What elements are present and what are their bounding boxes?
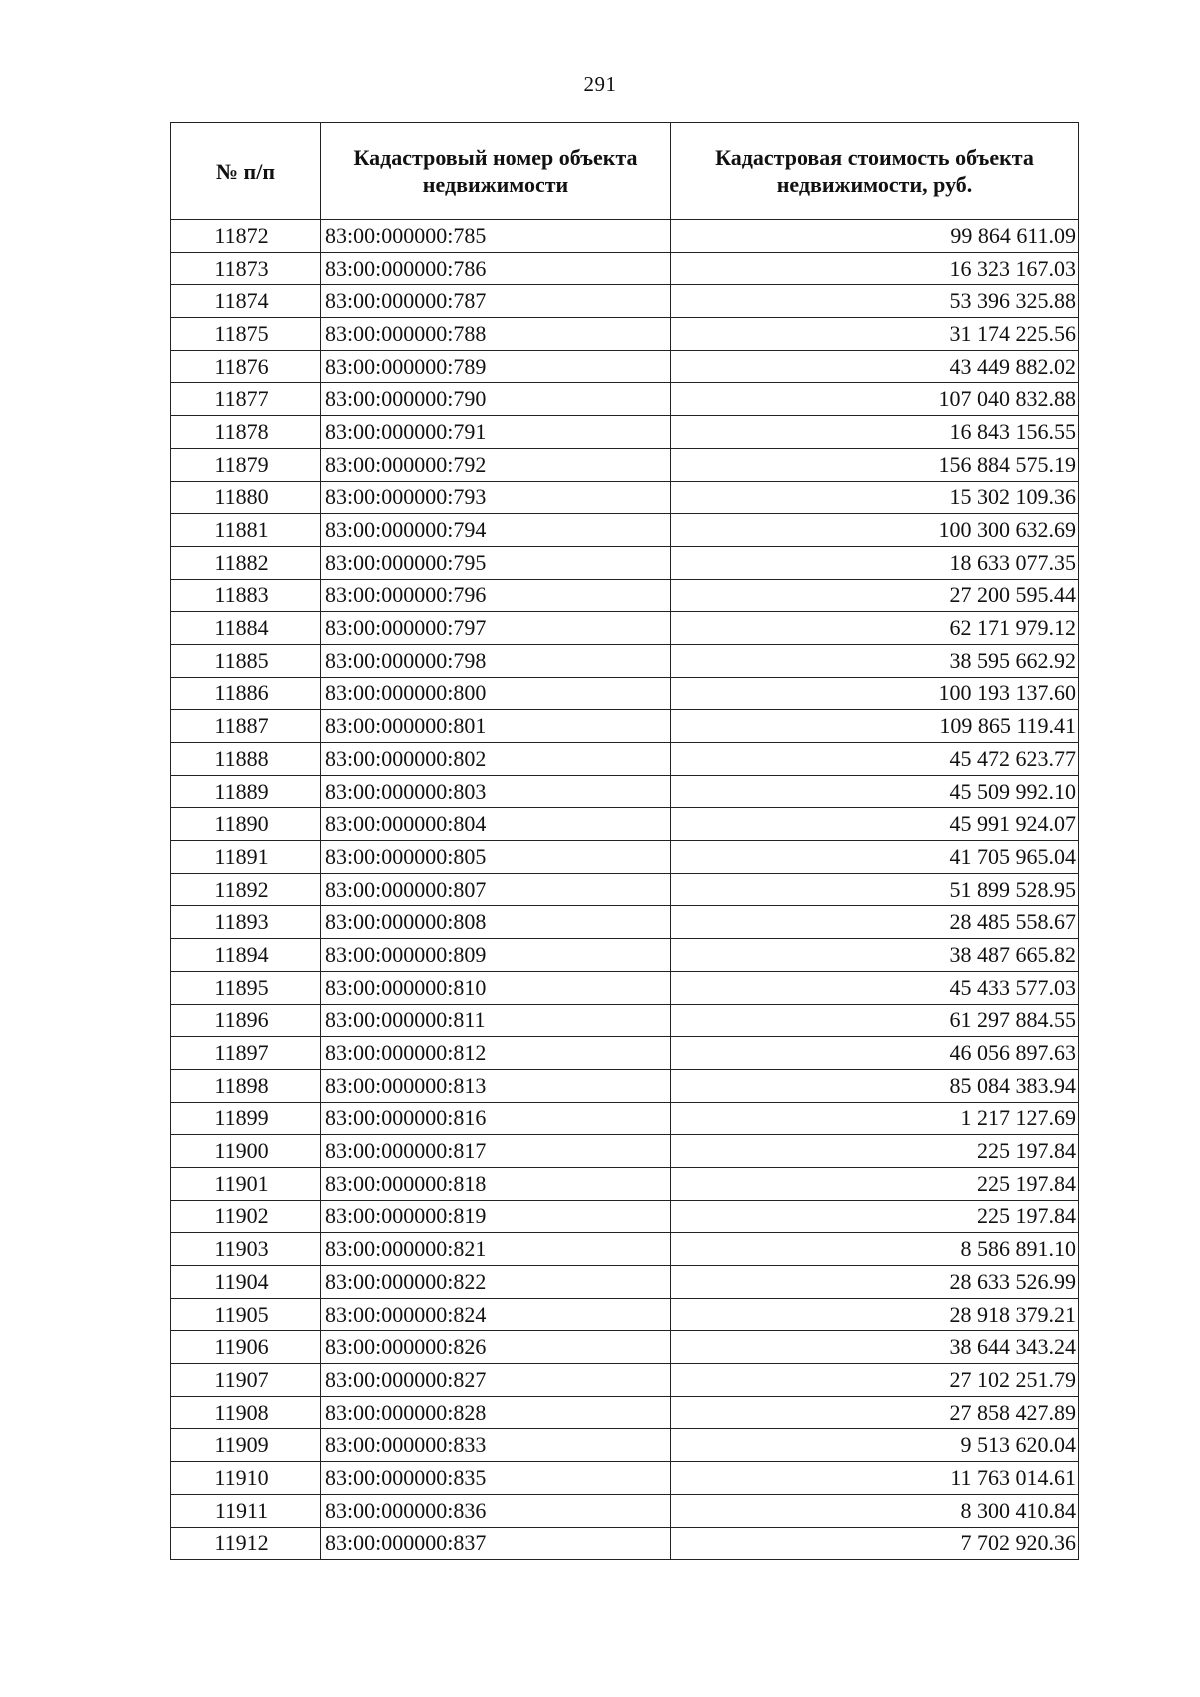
row-number-cell: 11908 <box>171 1396 321 1429</box>
cadastral-number-cell: 83:00:000000:801 <box>321 710 671 743</box>
cadastral-value-cell: 11 763 014.61 <box>671 1462 1079 1495</box>
cadastral-value-cell: 38 487 665.82 <box>671 939 1079 972</box>
cadastral-number-cell: 83:00:000000:827 <box>321 1364 671 1397</box>
cadastral-number-cell: 83:00:000000:788 <box>321 318 671 351</box>
cadastral-number-cell: 83:00:000000:813 <box>321 1069 671 1102</box>
row-number-cell: 11906 <box>171 1331 321 1364</box>
row-number-cell: 11873 <box>171 252 321 285</box>
row-number-cell: 11890 <box>171 808 321 841</box>
table-row <box>171 612 1079 645</box>
cadastral-number-cell: 83:00:000000:805 <box>321 841 671 874</box>
row-number-cell: 11901 <box>171 1167 321 1200</box>
cadastral-value-cell: 45 433 577.03 <box>671 971 1079 1004</box>
row-number-cell: 11900 <box>171 1135 321 1168</box>
table-row <box>171 252 1079 285</box>
cadastral-value-cell: 28 485 558.67 <box>671 906 1079 939</box>
table-row <box>171 1102 1079 1135</box>
cadastral-value-cell: 38 644 343.24 <box>671 1331 1079 1364</box>
table-row <box>171 1233 1079 1266</box>
row-number-cell: 11904 <box>171 1266 321 1299</box>
cadastral-number-cell: 83:00:000000:800 <box>321 677 671 710</box>
cadastral-value-cell: 45 509 992.10 <box>671 775 1079 808</box>
cadastral-value-cell: 100 193 137.60 <box>671 677 1079 710</box>
cadastral-value-cell: 45 472 623.77 <box>671 743 1079 776</box>
table-row <box>171 546 1079 579</box>
cadastral-number-cell: 83:00:000000:808 <box>321 906 671 939</box>
header-cadastral-number: Кадастровый номер объекта недвижимости <box>321 123 671 220</box>
cadastral-number-cell: 83:00:000000:807 <box>321 873 671 906</box>
cadastral-number-cell: 83:00:000000:816 <box>321 1102 671 1135</box>
cadastral-value-cell: 99 864 611.09 <box>671 220 1079 253</box>
cadastral-number-cell: 83:00:000000:817 <box>321 1135 671 1168</box>
cadastral-number-cell: 83:00:000000:835 <box>321 1462 671 1495</box>
table-row <box>171 350 1079 383</box>
table-row <box>171 1494 1079 1527</box>
table-row <box>171 448 1079 481</box>
row-number-cell: 11892 <box>171 873 321 906</box>
cadastral-number-cell: 83:00:000000:819 <box>321 1200 671 1233</box>
row-number-cell: 11911 <box>171 1494 321 1527</box>
cadastral-value-cell: 27 858 427.89 <box>671 1396 1079 1429</box>
table-row <box>171 1331 1079 1364</box>
table-row <box>171 514 1079 547</box>
row-number-cell: 11881 <box>171 514 321 547</box>
cadastral-number-cell: 83:00:000000:802 <box>321 743 671 776</box>
cadastral-number-cell: 83:00:000000:790 <box>321 383 671 416</box>
cadastral-number-cell: 83:00:000000:798 <box>321 644 671 677</box>
cadastral-number-cell: 83:00:000000:785 <box>321 220 671 253</box>
row-number-cell: 11883 <box>171 579 321 612</box>
table-row <box>171 939 1079 972</box>
table-row <box>171 841 1079 874</box>
cadastral-number-cell: 83:00:000000:793 <box>321 481 671 514</box>
cadastral-number-cell: 83:00:000000:795 <box>321 546 671 579</box>
table-row <box>171 1266 1079 1299</box>
cadastral-value-cell: 51 899 528.95 <box>671 873 1079 906</box>
table-row <box>171 1429 1079 1462</box>
cadastral-value-cell: 43 449 882.02 <box>671 350 1079 383</box>
table-row <box>171 1364 1079 1397</box>
row-number-cell: 11879 <box>171 448 321 481</box>
row-number-cell: 11894 <box>171 939 321 972</box>
cadastral-value-cell: 225 197.84 <box>671 1135 1079 1168</box>
cadastral-number-cell: 83:00:000000:824 <box>321 1298 671 1331</box>
cadastral-number-cell: 83:00:000000:803 <box>321 775 671 808</box>
cadastral-number-cell: 83:00:000000:821 <box>321 1233 671 1266</box>
table-row <box>171 1037 1079 1070</box>
row-number-cell: 11897 <box>171 1037 321 1070</box>
row-number-cell: 11874 <box>171 285 321 318</box>
row-number-cell: 11902 <box>171 1200 321 1233</box>
row-number-cell: 11896 <box>171 1004 321 1037</box>
cadastral-value-cell: 46 056 897.63 <box>671 1037 1079 1070</box>
row-number-cell: 11910 <box>171 1462 321 1495</box>
cadastral-number-cell: 83:00:000000:809 <box>321 939 671 972</box>
row-number-cell: 11875 <box>171 318 321 351</box>
cadastral-value-cell: 107 040 832.88 <box>671 383 1079 416</box>
table-row <box>171 220 1079 253</box>
row-number-cell: 11909 <box>171 1429 321 1462</box>
cadastral-number-cell: 83:00:000000:822 <box>321 1266 671 1299</box>
cadastral-value-cell: 8 300 410.84 <box>671 1494 1079 1527</box>
table-row <box>171 1527 1079 1560</box>
row-number-cell: 11891 <box>171 841 321 874</box>
row-number-cell: 11876 <box>171 350 321 383</box>
table-row <box>171 677 1079 710</box>
table-row <box>171 1396 1079 1429</box>
cadastral-value-cell: 16 843 156.55 <box>671 416 1079 449</box>
table-row <box>171 1462 1079 1495</box>
row-number-cell: 11889 <box>171 775 321 808</box>
row-number-cell: 11907 <box>171 1364 321 1397</box>
table-row <box>171 1167 1079 1200</box>
cadastral-number-cell: 83:00:000000:828 <box>321 1396 671 1429</box>
row-number-cell: 11903 <box>171 1233 321 1266</box>
row-number-cell: 11893 <box>171 906 321 939</box>
cadastral-number-cell: 83:00:000000:812 <box>321 1037 671 1070</box>
row-number-cell: 11882 <box>171 546 321 579</box>
page-number: 291 <box>583 72 617 96</box>
cadastral-value-cell: 28 918 379.21 <box>671 1298 1079 1331</box>
table-row <box>171 775 1079 808</box>
table-row <box>171 383 1079 416</box>
cadastral-value-cell: 100 300 632.69 <box>671 514 1079 547</box>
cadastral-value-cell: 27 102 251.79 <box>671 1364 1079 1397</box>
header-row-number: № п/п <box>171 123 321 220</box>
cadastral-value-cell: 225 197.84 <box>671 1200 1079 1233</box>
row-number-cell: 11895 <box>171 971 321 1004</box>
header-cadastral-value: Кадастровая стоимость объекта недвижимости, руб. <box>671 123 1079 220</box>
cadastral-value-cell: 1 217 127.69 <box>671 1102 1079 1135</box>
cadastral-number-cell: 83:00:000000:804 <box>321 808 671 841</box>
cadastral-number-cell: 83:00:000000:810 <box>321 971 671 1004</box>
cadastral-value-cell: 156 884 575.19 <box>671 448 1079 481</box>
row-number-cell: 11877 <box>171 383 321 416</box>
cadastral-value-cell: 16 323 167.03 <box>671 252 1079 285</box>
row-number-cell: 11880 <box>171 481 321 514</box>
row-number-cell: 11888 <box>171 743 321 776</box>
cadastral-value-cell: 38 595 662.92 <box>671 644 1079 677</box>
cadastral-number-cell: 83:00:000000:836 <box>321 1494 671 1527</box>
cadastral-value-cell: 18 633 077.35 <box>671 546 1079 579</box>
row-number-cell: 11898 <box>171 1069 321 1102</box>
cadastral-number-cell: 83:00:000000:811 <box>321 1004 671 1037</box>
cadastral-value-cell: 28 633 526.99 <box>671 1266 1079 1299</box>
row-number-cell: 11912 <box>171 1527 321 1560</box>
table-row <box>171 1200 1079 1233</box>
cadastral-number-cell: 83:00:000000:789 <box>321 350 671 383</box>
cadastral-value-cell: 62 171 979.12 <box>671 612 1079 645</box>
cadastral-value-cell: 9 513 620.04 <box>671 1429 1079 1462</box>
table-row <box>171 906 1079 939</box>
table-row <box>171 971 1079 1004</box>
cadastral-number-cell: 83:00:000000:796 <box>321 579 671 612</box>
table-row <box>171 416 1079 449</box>
cadastral-number-cell: 83:00:000000:792 <box>321 448 671 481</box>
table-row <box>171 808 1079 841</box>
cadastral-number-cell: 83:00:000000:826 <box>321 1331 671 1364</box>
cadastral-number-cell: 83:00:000000:794 <box>321 514 671 547</box>
cadastral-number-cell: 83:00:000000:787 <box>321 285 671 318</box>
table-row <box>171 1004 1079 1037</box>
row-number-cell: 11905 <box>171 1298 321 1331</box>
cadastral-value-cell: 31 174 225.56 <box>671 318 1079 351</box>
row-number-cell: 11899 <box>171 1102 321 1135</box>
table-row <box>171 743 1079 776</box>
table-row <box>171 644 1079 677</box>
cadastral-number-cell: 83:00:000000:837 <box>321 1527 671 1560</box>
cadastral-number-cell: 83:00:000000:797 <box>321 612 671 645</box>
row-number-cell: 11884 <box>171 612 321 645</box>
cadastral-value-cell: 53 396 325.88 <box>671 285 1079 318</box>
table-row <box>171 481 1079 514</box>
row-number-cell: 11872 <box>171 220 321 253</box>
row-number-cell: 11886 <box>171 677 321 710</box>
table-row <box>171 1135 1079 1168</box>
cadastral-value-cell: 61 297 884.55 <box>671 1004 1079 1037</box>
row-number-cell: 11878 <box>171 416 321 449</box>
cadastral-value-cell: 41 705 965.04 <box>671 841 1079 874</box>
cadastral-value-cell: 8 586 891.10 <box>671 1233 1079 1266</box>
cadastral-value-cell: 109 865 119.41 <box>671 710 1079 743</box>
table-header-row <box>171 123 1079 220</box>
cadastral-value-cell: 27 200 595.44 <box>671 579 1079 612</box>
cadastral-value-cell: 15 302 109.36 <box>671 481 1079 514</box>
cadastral-number-cell: 83:00:000000:818 <box>321 1167 671 1200</box>
cadastral-number-cell: 83:00:000000:786 <box>321 252 671 285</box>
cadastral-number-cell: 83:00:000000:791 <box>321 416 671 449</box>
table-row <box>171 1298 1079 1331</box>
cadastral-number-cell: 83:00:000000:833 <box>321 1429 671 1462</box>
cadastral-value-cell: 85 084 383.94 <box>671 1069 1079 1102</box>
cadastral-value-cell: 7 702 920.36 <box>671 1527 1079 1560</box>
cadastral-value-cell: 225 197.84 <box>671 1167 1079 1200</box>
table-body <box>171 220 1079 1560</box>
table-row <box>171 579 1079 612</box>
table-row <box>171 1069 1079 1102</box>
cadastral-value-cell: 45 991 924.07 <box>671 808 1079 841</box>
row-number-cell: 11885 <box>171 644 321 677</box>
row-number-cell: 11887 <box>171 710 321 743</box>
cadastral-table <box>170 122 1079 1560</box>
table-row <box>171 873 1079 906</box>
table-row <box>171 285 1079 318</box>
table-row <box>171 710 1079 743</box>
table-row <box>171 318 1079 351</box>
